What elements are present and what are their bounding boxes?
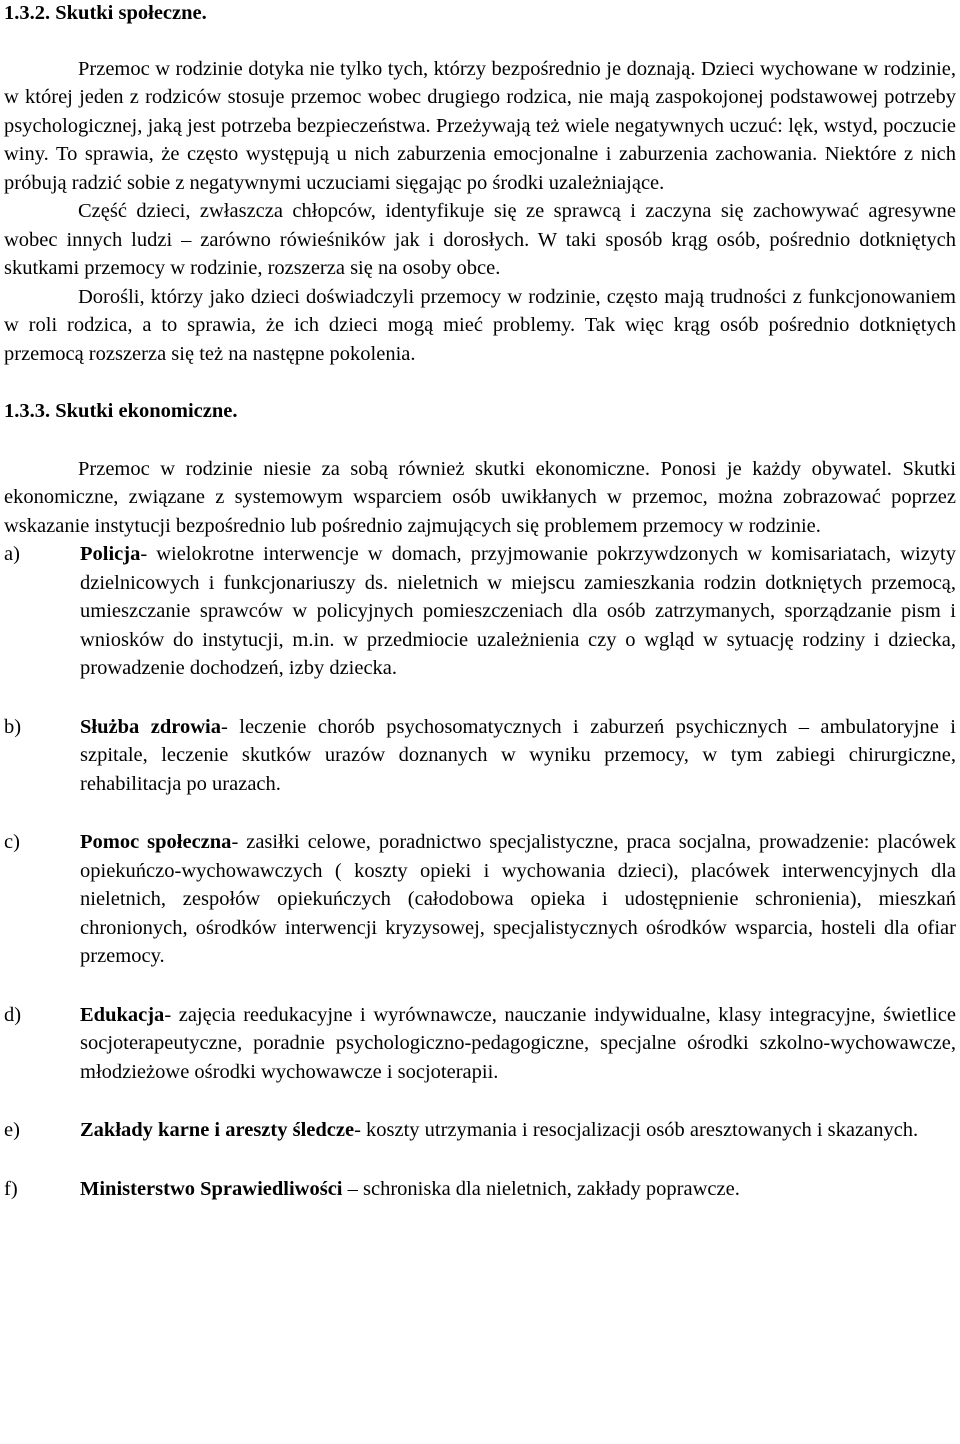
list-item-text: - leczenie chorób psychosomatycznych i zaburzeń psychicznych – ambulatoryjne i szpitale, leczenie skutków urazów doznanych w wyniku przemocy, w tym zabiegi chirurgiczne, rehabilitacja po urazach.: [80, 715, 956, 795]
list-item-e: [4, 1116, 956, 1145]
list-item-d: [4, 1001, 956, 1087]
section-heading-social: 1.3.2. Skutki społeczne.: [4, 2, 207, 24]
paragraph-social-3: Dorośli, którzy jako dzieci doświadczyli przemocy w rodzinie, często mają trudności z funkcjonowaniem w roli rodzica, a to sprawia, że ich dzieci mogą mieć problemy. Tak więc krąg osób pośrednio dotkniętych przemocą rozszerza się też na następne pokolenia.: [4, 285, 956, 365]
list-item-term: Zakłady karne i areszty śledcze: [80, 1119, 355, 1141]
list-item-text: - wielokrotne interwencje w domach, przyjmowanie pokrzywdzonych w komisariatach, wizyty dzielnicowych i funkcjonariuszy ds. nieletnich w miejscu zamieszkania rodzin dotkniętych przemocą, umieszczanie sprawców w policyjnych pomieszczeniach dla osób zatrzymanych, sporządzanie pism i wniosków do instytucji, m.in. w przedmiocie uzależnienia czy o wgląd w sytuację rodziny i dziecka, prowadzenie dochodzeń, izby dziecka.: [80, 543, 956, 679]
list-item-text: – schroniska dla nieletnich, zakłady poprawcze.: [342, 1177, 740, 1200]
paragraph-social-2: Część dzieci, zwłaszcza chłopców, identyfikuje się ze sprawcą i zaczyna się zachowywać agresywne wobec innych ludzi – zarówno rówieśników jak i dorosłych. W taki sposób krąg osób, pośrednio dotkniętych skutkami przemocy w rodzinie, rozszerza się na osoby obce.: [4, 200, 956, 279]
list-item-f: [4, 1175, 956, 1204]
list-marker: b): [4, 715, 22, 738]
list-item-a: [4, 540, 956, 683]
list-marker: d): [4, 1003, 22, 1026]
paragraph-economic-intro: Przemoc w rodzinie niesie za sobą również skutki ekonomiczne. Ponosi je każdy obywatel. Skutki ekonomiczne, związane z systemowym wsparciem osób uwikłanych w przemoc, można zobrazować poprzez wskazanie instytucji bezpośrednio lub pośrednio zajmujących się problemem przemocy w rodzinie.: [4, 457, 956, 537]
list-marker: f): [4, 1177, 18, 1200]
list-item-body: [80, 540, 956, 683]
list-item-body: [80, 1001, 956, 1087]
list-marker: a): [4, 543, 20, 565]
list-item-body: [80, 1175, 956, 1204]
list-item-text: - zajęcia reedukacyjne i wyrównawcze, nauczanie indywidualne, klasy integracyjne, świetlice socjoterapeutyczne, poradnie psychologiczno-pedagogiczne, specjalne ośrodki szkolno-wychowawcze, młodzieżowe ośrodki wychowawcze i socjoterapii.: [80, 1003, 956, 1083]
list-item-term: Policja: [80, 543, 141, 565]
list-item-c: [4, 828, 956, 971]
list-item-term: Edukacja: [80, 1003, 165, 1026]
list-item-b: [4, 713, 956, 799]
list-item-body: [80, 713, 956, 799]
list-item-body: [80, 1116, 956, 1145]
list-marker: c): [4, 831, 20, 853]
section-heading-economic: 1.3.3. Skutki ekonomiczne.: [4, 400, 238, 422]
paragraph-social-1: Przemoc w rodzinie dotyka nie tylko tych, którzy bezpośrednio je doznają. Dzieci wychowane w rodzinie, w której jeden z rodziców stosuje przemoc wobec drugiego rodzica, nie mają zaspokojonej podstawowej potrzeby psychologicznej, jaką jest potrzeba bezpieczeństwa. Przeżywają też wiele negatywnych uczuć: lęk, wstyd, poczucie winy. To sprawia, że często występują u nich zaburzenia emocjonalne i zaburzenia zachowania. Niektóre z nich próbują radzić sobie z negatywnymi uczuciami sięgając po środki uzależniające.: [4, 57, 956, 194]
list-item-text: - zasiłki celowe, poradnictwo specjalistyczne, praca socjalna, prowadzenie: placówek opiekuńczo-wychowawczych ( koszty opieki i wychowania dzieci), placówek interwencyjnych dla nieletnich, zespołów opiekuńczych (całodobowa opieka i udostępnienie schronienia), mieszkań chronionych, ośrodków interwencji kryzysowej, specjalistycznych ośrodków wsparcia, hosteli dla ofiar przemocy.: [80, 831, 956, 967]
document-page: [4, 0, 956, 1203]
list-item-term: Ministerstwo Sprawiedliwości: [80, 1177, 343, 1200]
list-item-body: [80, 828, 956, 971]
list-item-text: - koszty utrzymania i resocjalizacji osób aresztowanych i skazanych.: [354, 1119, 919, 1141]
institution-list: [4, 540, 956, 1203]
list-marker: e): [4, 1119, 20, 1141]
list-item-term: Służba zdrowia: [80, 715, 221, 738]
list-item-term: Pomoc społeczna: [80, 831, 232, 853]
